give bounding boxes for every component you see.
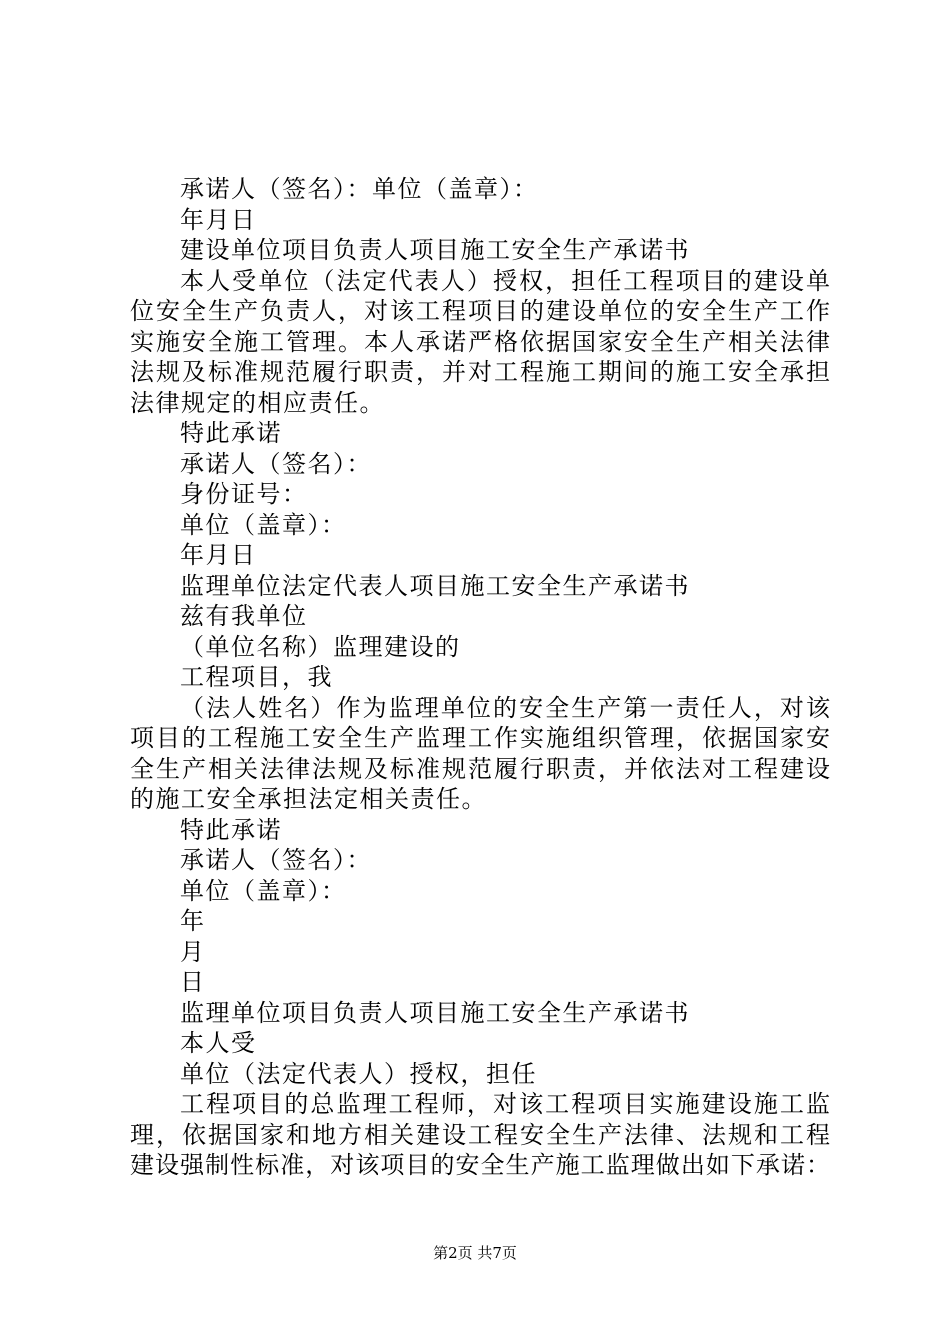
text-line: 工程项目的总监理工程师，对该工程项目实施建设施工监 — [180, 1090, 830, 1118]
text-line: 承诺人（签名）： — [180, 846, 372, 874]
text-line: 月 — [180, 937, 206, 966]
section-heading: 监理单位法定代表人项目施工安全生产承诺书 — [180, 571, 690, 600]
text-line: 实施安全施工管理。本人承诺严格依据国家安全生产相关法律 — [130, 327, 830, 356]
text-line: 年 — [180, 907, 206, 935]
text-line: 全生产相关法律法规及标准规范履行职责，并依法对工程建设 — [130, 754, 830, 783]
text-line: 兹有我单位 — [180, 602, 308, 630]
text-line: 本人受单位（法定代表人）授权，担任工程项目的建设单 — [180, 266, 830, 295]
text-line: 本人受 — [180, 1029, 257, 1057]
text-line: 特此承诺 — [180, 419, 282, 447]
text-line: 法律规定的相应责任。 — [130, 388, 385, 417]
text-line: 日 — [180, 968, 206, 996]
text-line: 特此承诺 — [180, 815, 282, 844]
text-line: 理，依据国家和地方相关建设工程安全生产法律、法规和工程 — [130, 1120, 830, 1149]
text-line: 承诺人（签名）： — [180, 449, 372, 478]
text-line: 单位（盖章）： — [180, 510, 347, 539]
text-line: 工程项目，我 — [180, 663, 333, 691]
page-number: 第2页 共7页 — [433, 1244, 517, 1262]
section-heading: 监理单位项目负责人项目施工安全生产承诺书 — [180, 998, 690, 1027]
text-line: （单位名称）监理建设的 — [180, 632, 461, 661]
text-line: 法规及标准规范履行职责，并对工程施工期间的施工安全承担 — [130, 358, 830, 386]
text-line: （法人姓名）作为监理单位的安全生产第一责任人，对该 — [180, 693, 830, 722]
page-footer — [0, 1243, 950, 1263]
text-line: 位安全生产负责人，对该工程项目的建设单位的安全生产工作 — [130, 297, 830, 325]
section-heading: 建设单位项目负责人项目施工安全生产承诺书 — [180, 236, 690, 264]
document-body — [130, 174, 830, 1181]
text-line: 项目的工程施工安全生产监理工作实施组织管理，依据国家安 — [130, 724, 830, 752]
text-line: 单位（盖章）： — [180, 876, 347, 905]
text-line: 身份证号： — [180, 480, 308, 508]
text-line: 年月日 — [180, 205, 257, 234]
text-line: 建设强制性标准，对该项目的安全生产施工监理做出如下承诺： — [130, 1151, 830, 1179]
text-line: 年月日 — [180, 541, 257, 569]
text-line: 的施工安全承担法定相关责任。 — [130, 785, 487, 813]
text-line: 承诺人（签名）：单位（盖章）： — [180, 175, 539, 203]
text-line: 单位（法定代表人）授权，担任 — [180, 1059, 537, 1088]
